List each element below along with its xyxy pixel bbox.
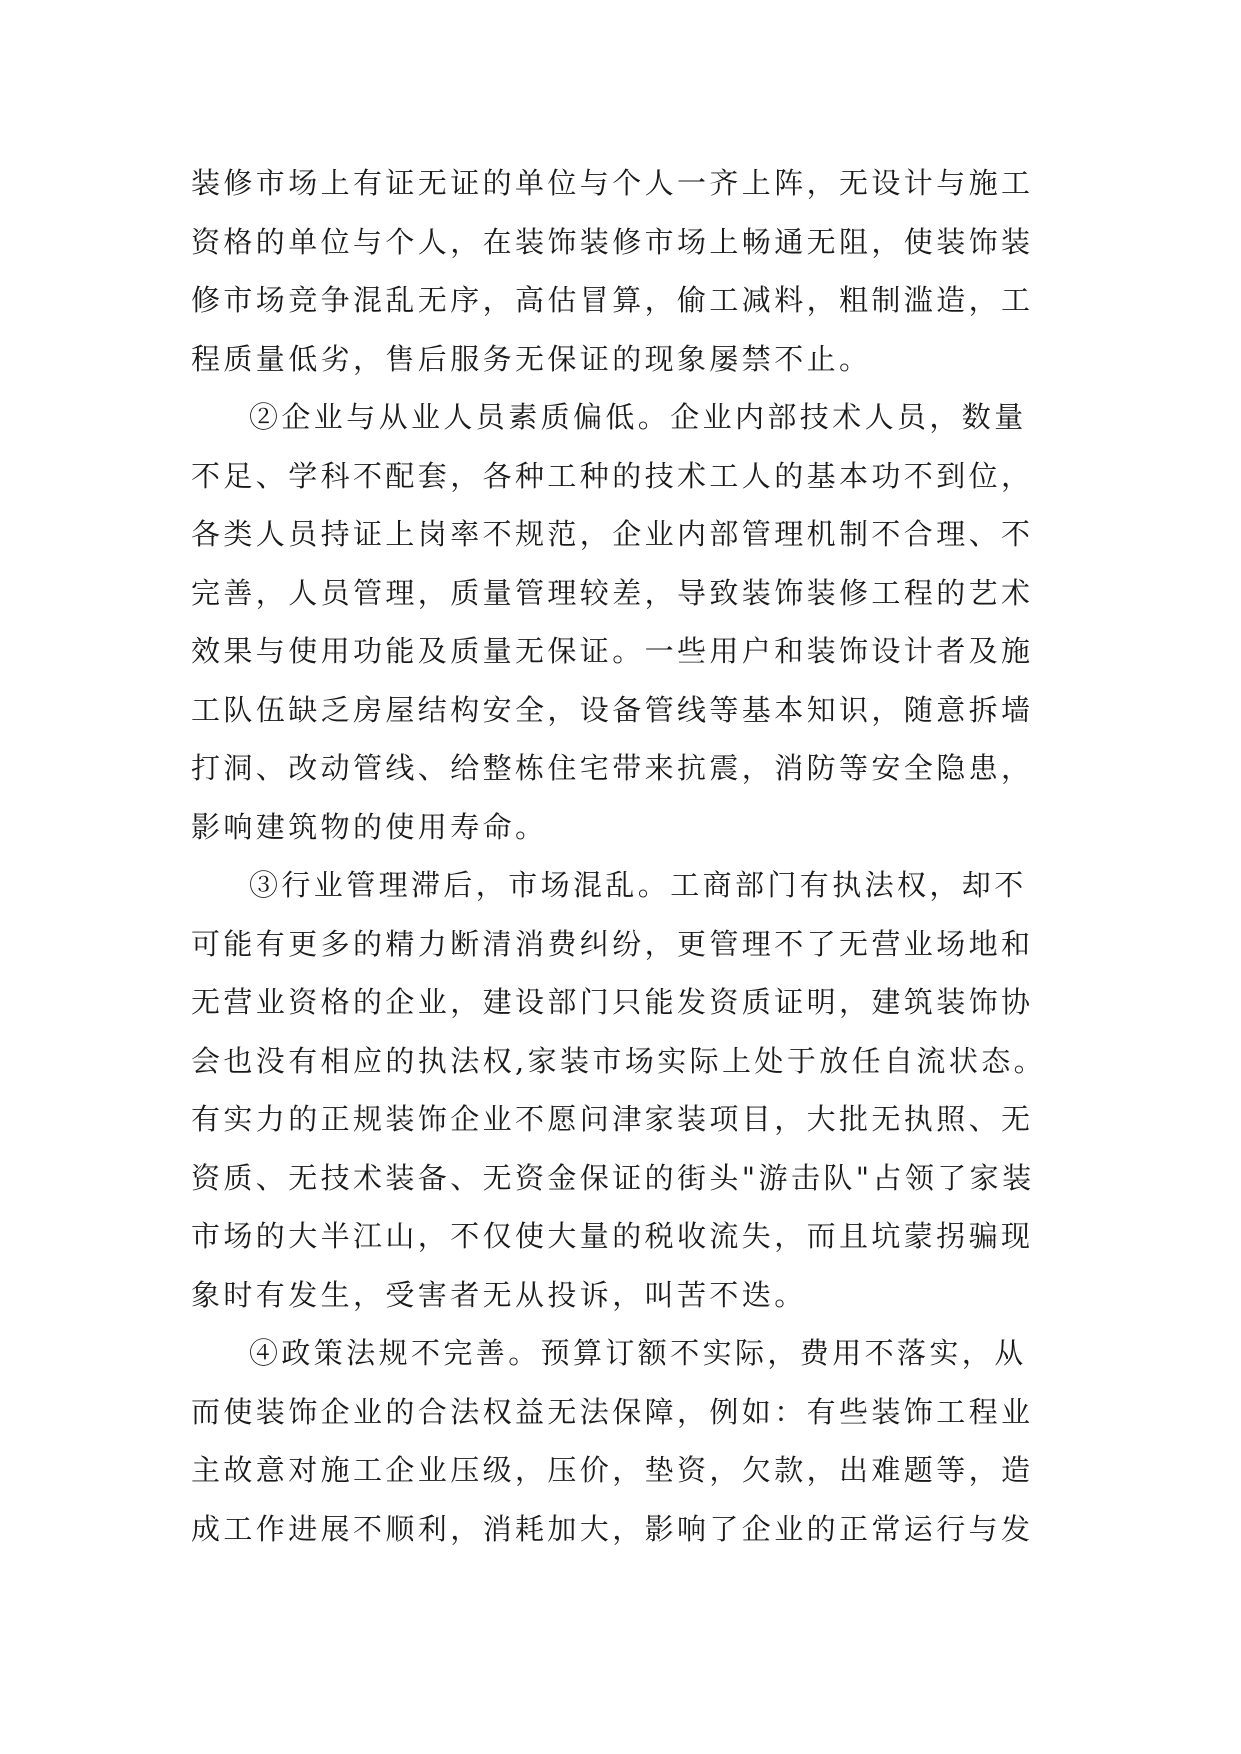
text-line: 各类人员持证上岗率不规范，企业内部管理机制不合理、不 bbox=[191, 517, 1034, 551]
text-line: 可能有更多的精力断清消费纠纷，更管理不了无营业场地和 bbox=[191, 926, 1034, 961]
text-line: 资质、无技术装备、无资金保证的街头"游击队"占领了家装 bbox=[191, 1160, 1035, 1195]
text-line: 无营业资格的企业，建设部门只能发资质证明，建筑装饰协 bbox=[191, 985, 1034, 1019]
text-line: 影响建筑物的使用寿命。 bbox=[191, 809, 548, 844]
text-line: ④政策法规不完善。预算订额不实际，费用不落实，从 bbox=[249, 1336, 1027, 1370]
text-line: 而使装饰企业的合法权益无法保障，例如：有些装饰工程业 bbox=[191, 1394, 1034, 1429]
text-line: 资格的单位与个人，在装饰装修市场上畅通无阻，使装饰装 bbox=[191, 224, 1034, 259]
text-line: 成工作进展不顺利，消耗加大，影响了企业的正常运行与发 bbox=[191, 1511, 1034, 1546]
text-line: 程质量低劣，售后服务无保证的现象屡禁不止。 bbox=[191, 341, 872, 376]
text-line: 效果与使用功能及质量无保证。一些用户和装饰设计者及施 bbox=[191, 634, 1034, 668]
text-line: 工队伍缺乏房屋结构安全，设备管线等基本知识，随意拆墙 bbox=[191, 692, 1034, 727]
text-line: 装修市场上有证无证的单位与个人一齐上阵，无设计与施工 bbox=[191, 166, 1034, 200]
text-line: ②企业与从业人员素质偏低。企业内部技术人员，数量 bbox=[249, 400, 1027, 434]
body-text bbox=[191, 154, 1051, 1558]
text-line: 象时有发生，受害者无从投诉，叫苦不迭。 bbox=[191, 1277, 807, 1312]
text-line: ③行业管理滞后，市场混乱。工商部门有执法权，却不 bbox=[249, 868, 1027, 902]
text-line: 会也没有相应的执法权,家装市场实际上处于放任自流状态。 bbox=[191, 1043, 1047, 1078]
text-line: 打洞、改动管线、给整栋住宅带来抗震，消防等安全隐患， bbox=[191, 751, 1034, 785]
text-line: 修市场竞争混乱无序，高估冒算，偷工减料，粗制滥造，工 bbox=[191, 283, 1034, 317]
text-line: 不足、学科不配套，各种工种的技术工人的基本功不到位， bbox=[191, 458, 1034, 493]
text-line: 有实力的正规装饰企业不愿问津家装项目，大批无执照、无 bbox=[191, 1102, 1034, 1136]
text-line: 主故意对施工企业压级，压价，垫资，欠款，出难题等，造 bbox=[191, 1453, 1034, 1487]
text-line: 完善，人员管理，质量管理较差，导致装饰装修工程的艺术 bbox=[191, 575, 1034, 610]
text-line: 市场的大半江山，不仅使大量的税收流失，而且坑蒙拐骗现 bbox=[191, 1219, 1034, 1253]
